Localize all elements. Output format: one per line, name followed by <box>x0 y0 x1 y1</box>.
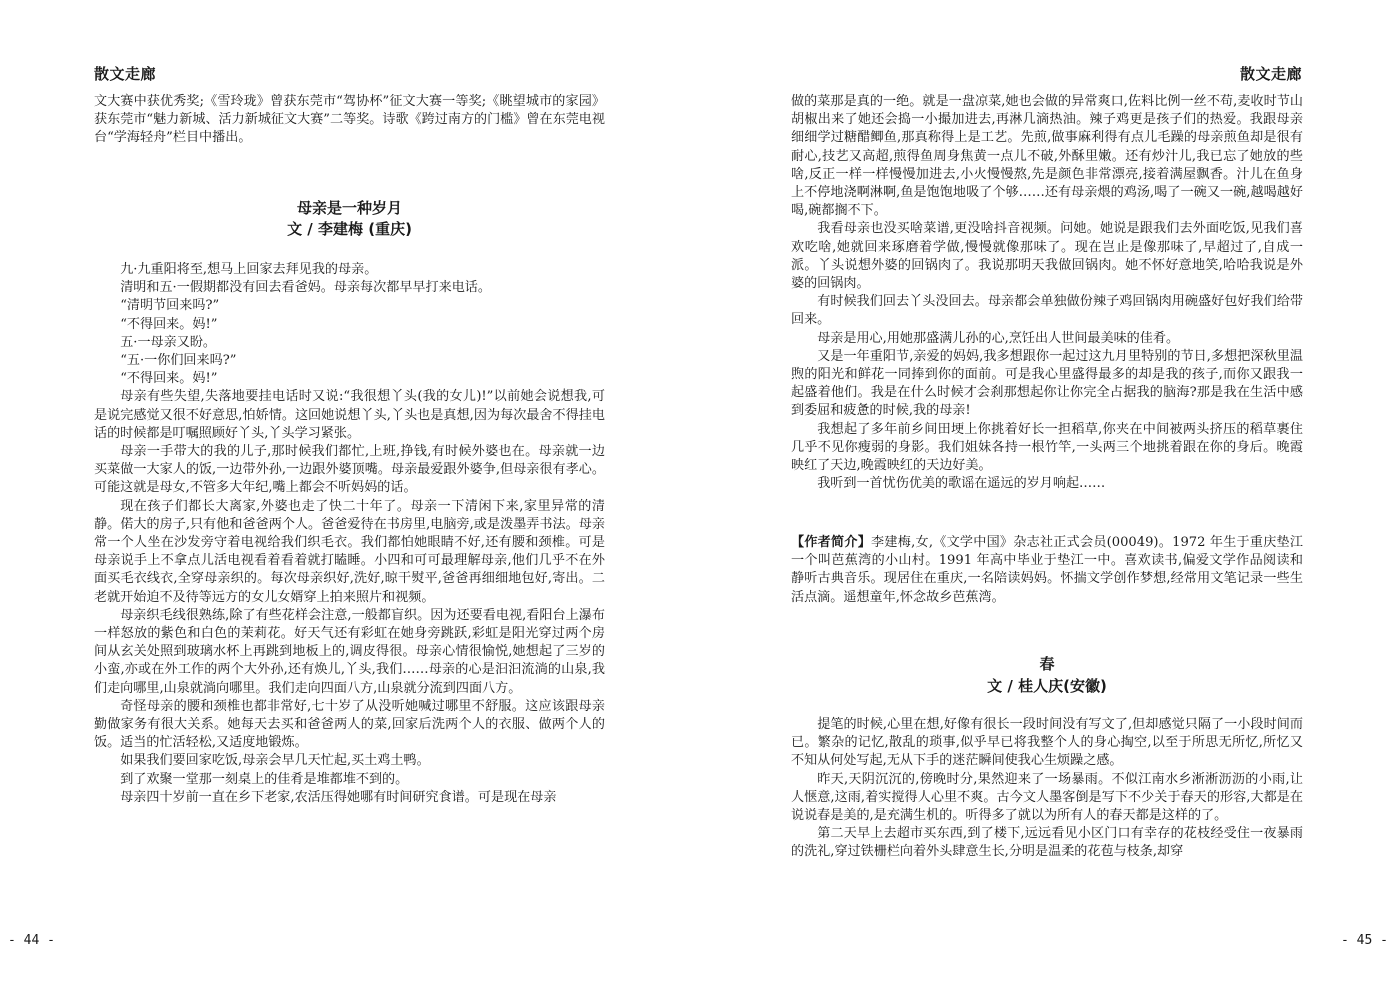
paragraph: 做的菜那是真的一绝。就是一盘凉菜,她也会做的异常爽口,佐料比例一丝不苟,麦收时节山胡椒出来了她还会捣一小撮加进去,再淋几滴热油。辣子鸡更是孩子们的热爱。我跟母亲细细学过糖醋鲫鱼,那真称得上是工艺。先煎,做事麻利得有点儿毛躁的母亲煎鱼却是很有耐心,技艺又高超,煎得鱼周身焦黄一点儿不破,外酥里嫩。还有炒汁儿,我已忘了她放的些啥,反正一样一样慢慢加进去,小火慢慢熬,先是颜色非常漂亮,接着满屋飘香。汁儿在鱼身上不停地浇啊淋啊,鱼是饱饱地吸了个够……还有母亲煨的鸡汤,喝了一碗又一碗,越喝越好喝,碗都搁不下。 <box>791 94 1303 219</box>
paragraph: 现在孩子们都长大离家,外婆也走了快二十年了。母亲一下清闲下来,家里异常的清静。偌大的房子,只有他和爸爸两个人。爸爸爱待在书房里,电脑旁,或是泼墨弄书法。母亲常一个人坐在沙发旁守着电视给我们织毛衣。我们都怕她眼睛不好,还有腰和颈椎。可是母亲说手上不拿点儿活电视看着看着就打瞌睡。小四和可可最理解母亲,他们几乎不在外面买毛衣线衣,全穿母亲织的。每次母亲织好,洗好,晾干熨平,爸爸再细细地包好,寄出。二老就开始迫不及待等远方的女儿女婿穿上拍来照片和视频。 <box>94 498 605 605</box>
right-page <box>699 0 1398 982</box>
article-body <box>94 261 605 807</box>
paragraph: 到了欢聚一堂那一刻桌上的佳肴是堆都堆不到的。 <box>120 771 409 787</box>
page-number: - 44 - <box>8 933 55 948</box>
section-header: 散文走廊 <box>94 65 157 83</box>
paragraph: 提笔的时候,心里在想,好像有很长一段时间没有写文了,但却感觉只隔了一小段时间而已。繁杂的记忆,散乱的琐事,似乎早已将我整个人的身心掏空,以至于所思无所忆,所忆又不知从何处写起,无从下手的迷茫瞬间使我心生烦躁之感。 <box>791 717 1303 769</box>
intro-paragraph: 文大赛中获优秀奖;《雪玲珑》曾获东莞市“驾协杯”征文大赛一等奖;《眺望城市的家园》获东莞市“魅力新城、活力新城征文大赛”二等奖。诗歌《跨过南方的门槛》曾在东莞电视台“学海轻舟”栏目中播出。 <box>94 94 605 146</box>
paragraph: 母亲是用心,用她那盛满儿孙的心,烹饪出人世间最美味的佳肴。 <box>817 330 1180 346</box>
article-author: 文 / 桂人庆(安徽) <box>987 677 1107 695</box>
author-bio <box>791 534 1303 607</box>
paragraph: 昨天,天阴沉沉的,傍晚时分,果然迎来了一场暴雨。不似江南水乡淅淅沥沥的小雨,让人惬意,这雨,着实搅得人心里不爽。古今文人墨客倒是写下不少关于春天的形容,大都是在说说春是美的,是充满生机的。听得多了就以为所有人的春天都是这样的了。 <box>791 771 1303 824</box>
paragraph: 又是一年重阳节,亲爱的妈妈,我多想跟你一起过这九月里特别的节日,多想把深秋里温煦的阳光和鲜花一同捧到你的面前。可是我心里盛得最多的却是我的孩子,而你又跟我一起盛着他们。我是在什么时候才会刹那想起你让你完全占据我的脑海?那是我在生活中感到委屈和疲惫的时候,我的母亲! <box>791 348 1303 419</box>
article-author: 文 / 李建梅 (重庆) <box>287 220 412 238</box>
paragraph: 母亲四十岁前一直在乡下老家,农活压得她哪有时间研究食谱。可是现在母亲 <box>120 789 557 805</box>
paragraph: 我看母亲也没买啥菜谱,更没啥抖音视频。问她。她说是跟我们去外面吃饭,见我们喜欢吃啥,她就回来琢磨着学做,慢慢就像那味了。现在岂止是像那味了,早超过了,自成一派。丫头说想外婆的回锅肉了。我说那明天我做回锅肉。她不怀好意地笑,哈哈我说是外婆的回锅肉。 <box>791 221 1303 292</box>
paragraph: 母亲一手带大的我的儿子,那时候我们都忙,上班,挣钱,有时候外婆也在。母亲就一边买菜做一大家人的饭,一边带外孙,一边跟外婆顶嘴。母亲最爱跟外婆争,但母亲很有孝心。可能这就是母女,不管多大年纪,嘴上都会不听妈妈的话。 <box>94 444 605 496</box>
page-number: - 45 - <box>1341 933 1388 948</box>
paragraph: 五·一母亲又盼。 <box>120 334 217 350</box>
bio-text: 李建梅,女,《文学中国》杂志社正式会员(00049)。1972 年生于重庆垫江一个叫芭蕉湾的小山村。1991 年高中毕业于垫江一中。喜欢读书,偏爱文学作品阅读和静听古典音乐。现居住在重庆,一名陪读妈妈。怀揣文学创作梦想,经常用文笔记录一些生活点滴。遥想童年,怀念故乡芭蕉湾。 <box>791 535 1303 605</box>
paragraph: 母亲有些失望,失落地要挂电话时又说:“我很想丫头(我的女儿)!”以前她会说想我,可是说完感觉又很不好意思,怕娇情。这回她说想丫头,丫头也是真想,因为每次最舍不得挂电话的时候都是叮嘱照顾好丫头,丫头学习紧张。 <box>94 389 605 441</box>
paragraph: 如果我们要回家吃饭,母亲会早几天忙起,买土鸡土鸭。 <box>120 753 430 769</box>
article2-body <box>791 716 1303 862</box>
article-body-continued <box>791 93 1303 493</box>
paragraph: “清明节回来吗?” <box>120 298 220 314</box>
paragraph: “不得回来。妈!” <box>120 316 218 332</box>
paragraph: 母亲织毛线很熟练,除了有些花样会注意,一般都盲织。因为还要看电视,看阳台上瀑布一样怒放的紫色和白色的茉莉花。好天气还有彩虹在她身旁跳跃,彩虹是阳光穿过两个房间从玄关处照到玻璃水杯上再跳到地板上的,调皮得很。母亲心情很愉悦,她想起了三岁的小蛮,亦或在外工作的两个大外孙,还有焕儿,丫头,我们……母亲的心是汩汩流淌的山泉,我们走向哪里,山泉就淌向哪里。我们走向四面八方,山泉就分流到四面八方。 <box>94 607 605 696</box>
paragraph: 有时候我们回去丫头没回去。母亲都会单独做份辣子鸡回锅肉用碗盛好包好我们给带回来。 <box>791 294 1303 328</box>
paragraph: 我听到一首忧伤优美的歌谣在遥远的岁月响起…… <box>817 476 1106 492</box>
paragraph: 我想起了多年前乡间田埂上你挑着好长一担稻草,你夹在中间被两头挤压的稻草裹住几乎不见你瘦弱的身影。我们姐妹各持一根竹竿,一头两三个地挑着跟在你的身后。晚霞映红了天边,晚霞映红的天边好美。 <box>791 421 1303 474</box>
paragraph: “不得回来。妈!” <box>120 371 218 387</box>
paragraph: 第二天早上去超市买东西,到了楼下,远远看见小区门口有幸存的花枝经受住一夜暴雨的洗礼,穿过铁栅栏向着外头肆意生长,分明是温柔的花苞与枝条,却穿 <box>791 826 1303 860</box>
paragraph: 清明和五·一假期都没有回去看爸妈。母亲每次都早早打来电话。 <box>120 280 491 296</box>
article-title: 母亲是一种岁月 <box>296 199 402 217</box>
section-header: 散文走廊 <box>1239 65 1302 83</box>
bio-label: 【作者简介】 <box>791 535 872 550</box>
paragraph: 九·九重阳将至,想马上回家去拜见我的母亲。 <box>120 262 378 277</box>
article-title: 春 <box>1039 655 1055 673</box>
paragraph: “五·一你们回来吗?” <box>120 353 237 369</box>
paragraph: 奇怪母亲的腰和颈椎也都非常好,七十岁了从没听她喊过哪里不舒服。这应该跟母亲勤做家务有很大关系。她每天去买和爸爸两人的菜,回家后洗两个人的衣服、做两个人的饭。适当的忙活轻松,又适度地锻炼。 <box>94 698 605 751</box>
intro-block <box>94 93 605 148</box>
